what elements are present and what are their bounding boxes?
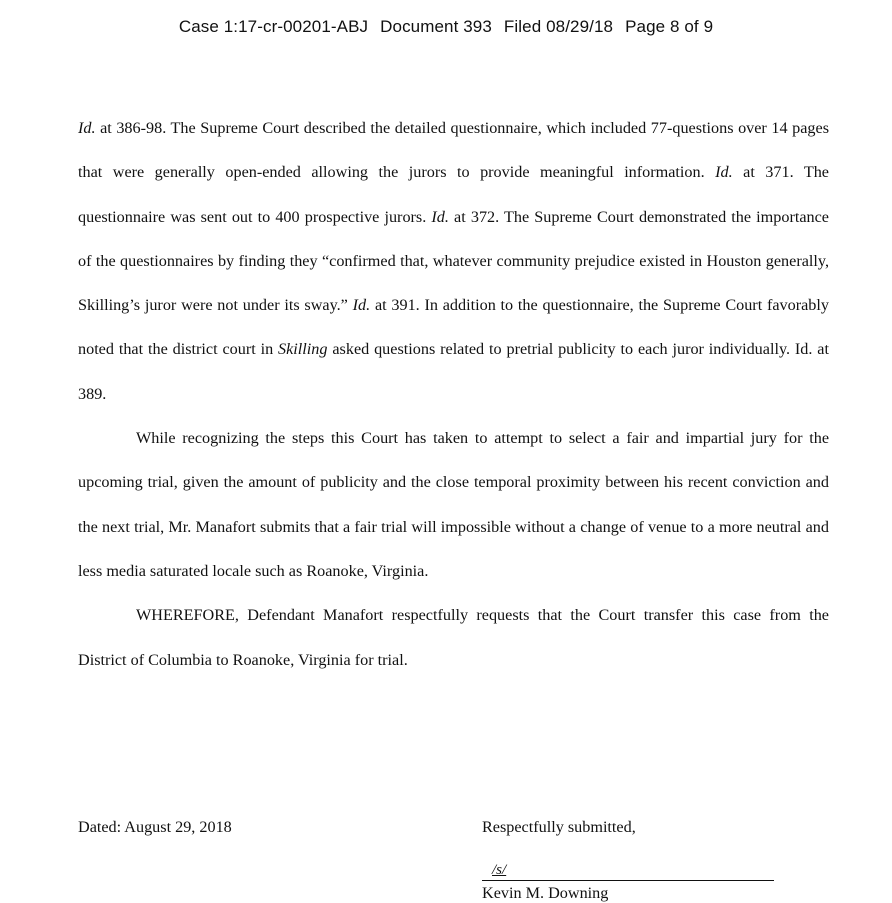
case-name-skilling: Skilling — [278, 340, 328, 359]
citation-id: Id. — [78, 119, 96, 137]
case-header — [0, 17, 892, 37]
paragraph-text: at 386-98. The Supreme Court described the detailed questionnaire, which included 77-questions over 14 pages that were generally open-ended allowing the jurors to provide meaningful information. — [78, 119, 829, 182]
dated-line: Dated: August 29, 2018 — [78, 818, 232, 836]
document-number: Document 393 — [380, 17, 492, 36]
document-body — [78, 106, 829, 682]
respectfully-submitted: Respectfully submitted, — [482, 818, 636, 836]
citation-id: Id. — [431, 207, 449, 226]
paragraph-text: asked questions related to pretrial publicity to each juror individually. Id. at 389. — [78, 340, 829, 403]
paragraph-text: at 371. The questionnaire was sent out to 400 prospective jurors. — [78, 163, 829, 226]
signature-line — [482, 880, 774, 881]
paragraph-change-of-venue: While recognizing the steps this Court has taken to attempt to select a fair and impartial jury for the upcoming trial, given the amount of publicity and the close temporal proximity between his recent conviction and the next trial, Mr. Manafort submits that a fair trial will impossible without a change of venue to a more neutral and less media saturated locale such as Roanoke, Virginia. — [78, 429, 829, 580]
citation-id: Id. — [715, 163, 733, 182]
case-number: Case 1:17-cr-00201-ABJ — [178, 17, 369, 36]
paragraph-wherefore: WHEREFORE, Defendant Manafort respectfully requests that the Court transfer this case from the District of Columbia to Roanoke, Virginia for trial. — [78, 606, 829, 669]
signer-name: Kevin M. Downing — [482, 884, 609, 902]
electronic-signature: /s/ — [492, 862, 507, 878]
paragraph-text: at 372. The Supreme Court demonstrated the importance of the questionnaires by finding they “confirmed that, whatever community prejudice existed in Houston generally, Skilling’s juror were not under its sway.” — [78, 207, 829, 315]
filed-date: Filed 08/29/18 — [503, 17, 614, 36]
paragraph-skilling-questionnaire — [78, 106, 829, 416]
page-number: Page 8 of 9 — [625, 17, 714, 36]
citation-id: Id. — [352, 296, 371, 315]
paragraph-text: at 391. In addition to the questionnaire, the Supreme Court favorably noted that the district court in — [78, 296, 829, 359]
